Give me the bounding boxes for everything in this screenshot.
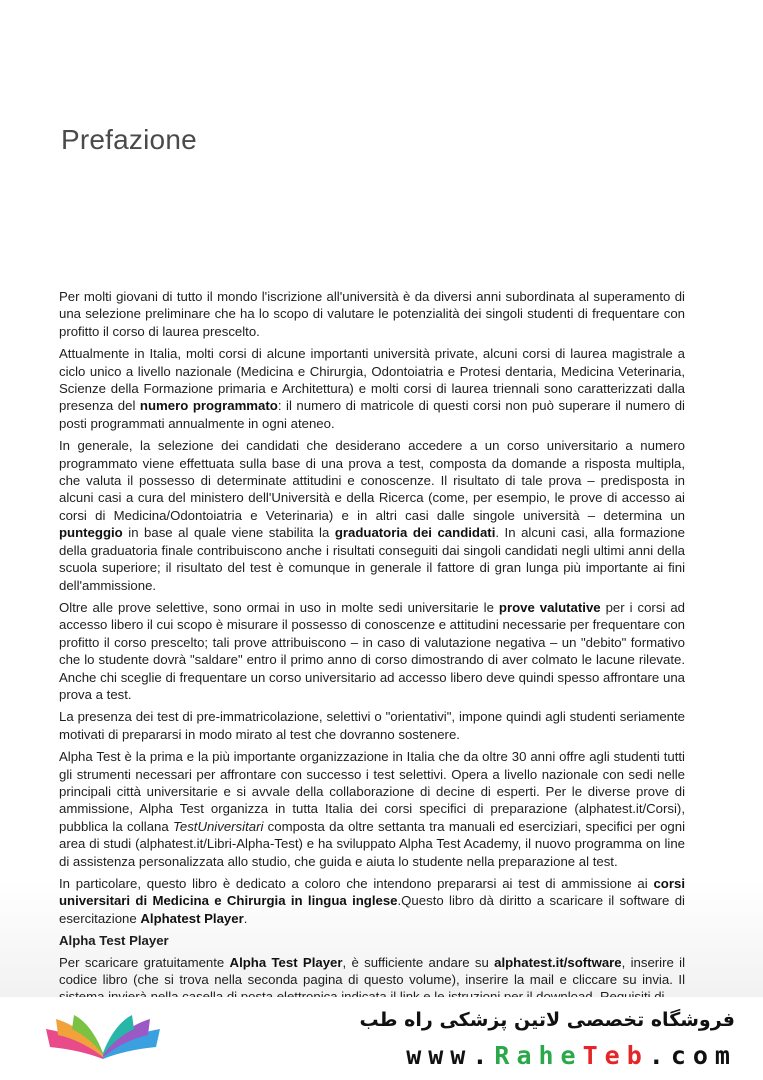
paragraph-4: Oltre alle prove selettive, sono ormai in uso in molte sedi universitarie le prove valutative per i corsi ad accesso libero il cui scopo è misurare il possesso di conoscenze e attitudini necessarie per frequentare con profitto il corso prescelto; tali prove attribuiscono – in caso di valutazione negativa – un "debito" formativo che lo studente dovrà "saldare" entro il primo anno di corso dimostrando di aver colmato le lacune rilevate. Anche chi sceglie di frequentare un corso universitario ad accesso libero deve quindi spesso affrontare una prova a test. [59,599,686,702]
paragraph-2: Attualmente in Italia, molti corsi di alcune importanti università private, alcuni corsi di laurea magistrale a ciclo unico a livello nazionale (Medicina e Chirurgia, Odontoiatria e Protesi dentaria, Medicina Veterinaria, Scienze della Formazione primaria e Architettura) e molti corsi di laurea triennali sono caratterizzati dalla presenza del numero programmato: il numero di matricole di questi corsi non può superare il numero di posti programmati annualmente in ogni ateneo. [59,346,685,431]
paragraph-8: Per scaricare gratuitamente Alpha Test Player, è sufficiente andare su alphatest.it/software, inserire il codice libro (che si trova nella seconda pagina di questo volume), inserire la mail e cliccare su invia. Il [59,954,685,988]
url-rahe: Rahe [494,1041,583,1070]
url-www: www. [406,1041,495,1070]
store-name: فروشگاه تخصصی لاتین پزشکی راه طب [359,1009,735,1031]
store-url[interactable] [406,1041,737,1070]
paragraph-1: Per molti giovani di tutto il mondo l'iscrizione all'università è da diversi anni subordinata al superamento di una selezione preliminare che ha lo scopo di valutare le potenzialità dei singoli studenti di frequentare con profitto il corso di laurea prescelto. [59,289,685,339]
book-logo-icon [40,1013,166,1061]
page-title: Prefazione [61,124,197,155]
paragraph-6: Alpha Test è la prima e la più importante organizzazione in Italia che da oltre 30 anni offre agli studenti tutti gli strumenti necessari per affrontare con successo i test selettivi. Opera a livello nazionale con sedi nelle principali città universitarie e si avvale della collaborazione di decine di esperti. Per le diverse prove di ammissione, Alpha Test organizza in tutta Italia dei corsi specifici di preparazione (alphatest.it/Corsi), pubblica la collana TestUniversitari composta da oltre settanta tra manuali ed eserciziari, specifici per ogni area di studi (alphatest.it/Libri-Alpha-Test) e ha sviluppato Alpha Test Academy, il nuovo programma on line di assistenza personalizzata allo studio, che guida e aiuta lo studente nella preparazione al test. [59,749,685,869]
url-teb: Teb [582,1041,649,1070]
watermark-footer [0,997,763,1080]
paragraph-3: In generale, la selezione dei candidati che desiderano accedere a un corso universitario a numero programmato viene effettuata sulla base di una prova a test, composta da domande a risposta multipla, che valuta il possesso di determinate attitudini e conoscenze. Il risultato di tale prova – predisposta in alcuni casi a cura del ministero dell'Università e della Ricerca (come, per esempio, le prove di accesso ai corsi di Medicina/Odontoiatria e Veterinaria) e in altri casi dalle singole università – determina un punteggio in base al quale viene stabilita la graduatoria dei candidati. In alcuni casi, alla formazione della graduatoria finale contribuiscono anche i risultati conseguiti dai singoli candidati negli ultimi anni della scuola superiore; il risultato del test è comunque in generale il fattore di gran lunga più importante ai fini dell'ammissione. [59,438,685,593]
paragraph-5: La presenza dei test di pre-immatricolazione, selettivi o "orientativi", impone quindi agli studenti seriamente motivati di prepararsi in modo mirato al test che dovranno sostenere. [59,709,685,742]
subheading-alpha-test-player: Alpha Test Player [59,933,169,949]
url-com: .com [648,1041,737,1070]
paragraph-7: In particolare, questo libro è dedicato a coloro che intendono prepararsi ai test di ammissione ai corsi universitari di Medicina e Chirurgia in lingua inglese.Questo libro dà diritto a scaricare il software di esercitazione Alphatest Player. [59,876,685,926]
preface-body [59,288,685,1011]
